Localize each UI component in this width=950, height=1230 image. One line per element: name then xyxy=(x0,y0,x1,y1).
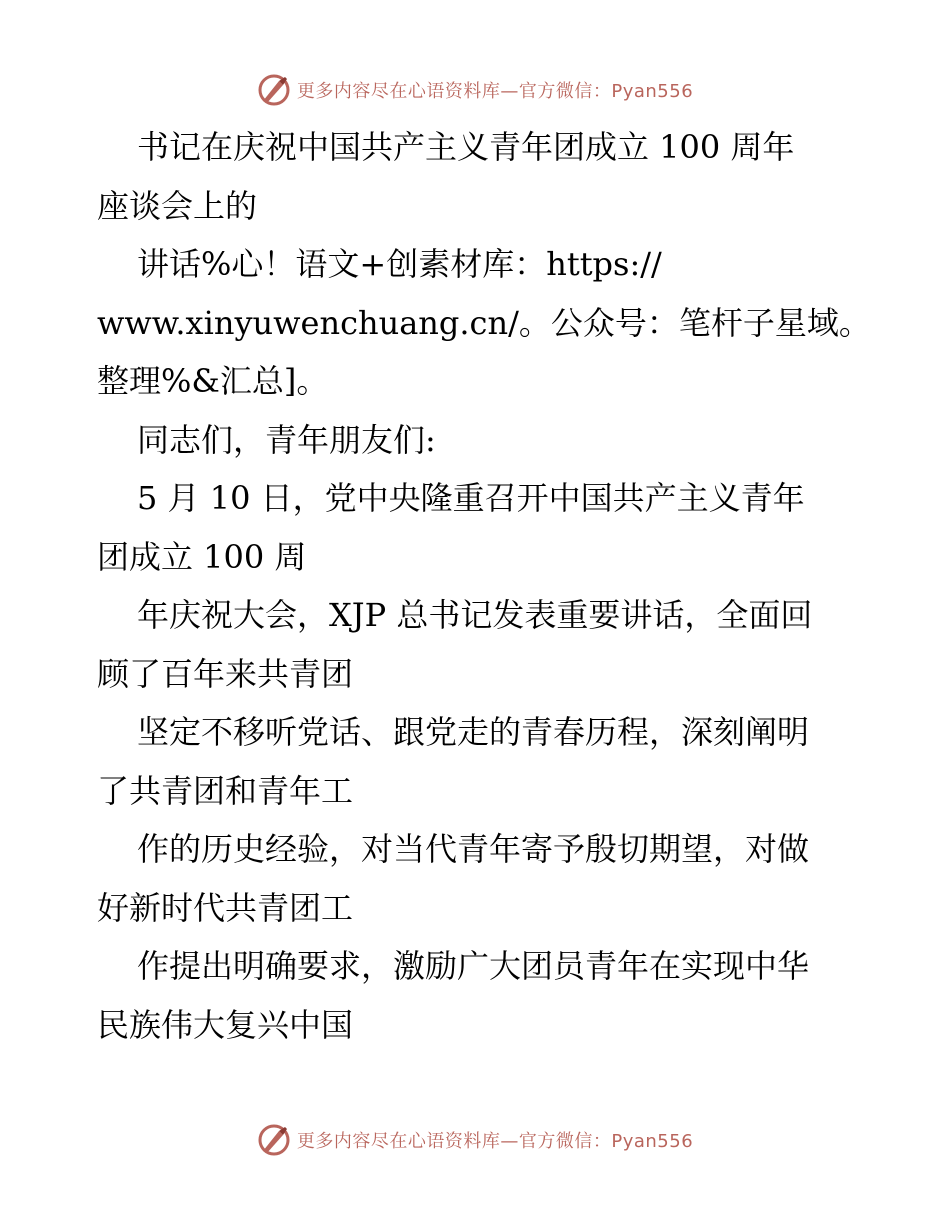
watermark-text: 更多内容尽在心语资料库—官方微信：Pyan556 xyxy=(296,81,694,102)
text-line: 讲话%心！语文+创素材库：https:// xyxy=(137,245,662,283)
text-line: 民族伟大复兴中国 xyxy=(97,1005,354,1044)
quill-logo-icon xyxy=(257,73,291,107)
text-line: 年庆祝大会，XJP 总书记发表重要讲话，全面回 xyxy=(137,596,813,634)
text-line: 书记在庆祝中国共产主义青年团成立 100 周年 xyxy=(137,128,795,166)
text-line: 作提出明确要求，激励广大团员青年在实现中华 xyxy=(137,947,810,985)
text-line: 同志们，青年朋友们: xyxy=(137,420,436,459)
text-line: 好新时代共青团工 xyxy=(97,888,354,927)
text-line: 顾了百年来共青团 xyxy=(97,654,354,693)
text-line: 座谈会上的 xyxy=(97,186,258,225)
text-line: 坚定不移听党话、跟党走的青春历程，深刻阐明 xyxy=(137,713,810,751)
header-watermark xyxy=(0,70,950,110)
watermark-text: 更多内容尽在心语资料库—官方微信：Pyan556 xyxy=(296,1131,694,1152)
text-line: 团成立 100 周 xyxy=(97,537,307,576)
text-line: 5 月 10 日，党中央隆重召开中国共产主义青年 xyxy=(137,479,805,517)
text-line: 整理%&汇总]。 xyxy=(97,362,329,400)
text-line: 了共青团和青年工 xyxy=(97,771,354,810)
text-line: www.xinyuwenchuang.cn/。公众号：笔杆子星域。 xyxy=(97,303,871,342)
quill-logo-icon xyxy=(257,1123,291,1157)
document-body xyxy=(97,118,871,1054)
text-line: 作的历史经验，对当代青年寄予殷切期望，对做 xyxy=(137,830,810,868)
footer-watermark xyxy=(0,1120,950,1160)
